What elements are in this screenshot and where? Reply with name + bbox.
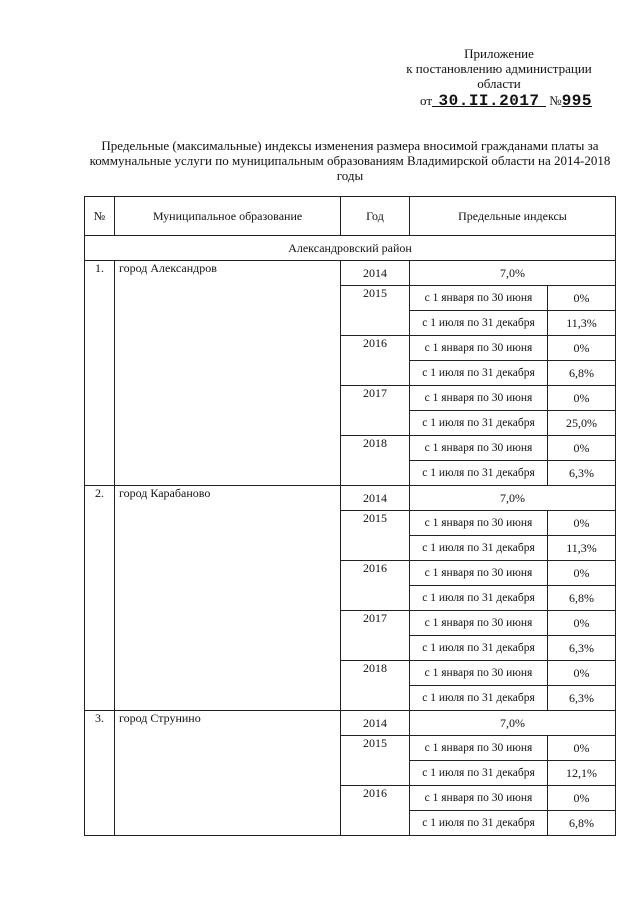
index-value: 6,3% <box>548 686 616 711</box>
document-title: Предельные (максимальные) индексы изменения размера вносимой гражданами платы за коммунальные услуги по муниципальным образованиям Владимирской области на 2014-2018 годы <box>89 138 611 183</box>
appendix-authority: области <box>477 76 521 91</box>
period-label: с 1 июля по 31 декабря <box>410 761 548 786</box>
year-cell: 2014 <box>341 261 410 286</box>
index-value: 0% <box>548 286 616 311</box>
year-cell: 2018 <box>341 436 410 486</box>
period-label: с 1 июля по 31 декабря <box>410 311 548 336</box>
appendix-title: Приложение <box>464 46 534 61</box>
table-row <box>85 486 616 511</box>
resolution-date: 30.II.2017 <box>438 92 540 110</box>
municipality-name: город Александров <box>115 261 341 486</box>
header-municipality: Муниципальное образование <box>115 197 341 236</box>
index-value: 7,0% <box>410 486 616 511</box>
period-label: с 1 июля по 31 декабря <box>410 811 548 836</box>
table-header-row <box>85 197 616 236</box>
index-value: 6,8% <box>548 811 616 836</box>
period-label: с 1 июля по 31 декабря <box>410 461 548 486</box>
municipality-name: город Струнино <box>115 711 341 836</box>
index-value: 0% <box>548 336 616 361</box>
year-cell: 2017 <box>341 386 410 436</box>
index-value: 6,3% <box>548 636 616 661</box>
resolution-date-row <box>420 92 592 110</box>
period-label: с 1 июля по 31 декабря <box>410 536 548 561</box>
year-cell: 2017 <box>341 611 410 661</box>
header-indices: Предельные индексы <box>410 197 616 236</box>
period-label: с 1 января по 30 июня <box>410 286 548 311</box>
year-cell: 2018 <box>341 661 410 711</box>
appendix-block <box>360 46 638 91</box>
row-number: 3. <box>85 711 115 836</box>
index-value: 0% <box>548 436 616 461</box>
table-row <box>85 261 616 286</box>
indices-table <box>84 196 616 836</box>
header-year: Год <box>341 197 410 236</box>
district-row <box>85 236 616 261</box>
index-value: 7,0% <box>410 711 616 736</box>
date-prefix: от <box>420 93 433 108</box>
period-label: с 1 января по 30 июня <box>410 786 548 811</box>
index-value: 0% <box>548 561 616 586</box>
year-cell: 2016 <box>341 336 410 386</box>
index-value: 0% <box>548 611 616 636</box>
index-value: 0% <box>548 661 616 686</box>
index-value: 11,3% <box>548 311 616 336</box>
year-cell: 2015 <box>341 736 410 786</box>
period-label: с 1 января по 30 июня <box>410 661 548 686</box>
year-cell: 2015 <box>341 286 410 336</box>
period-label: с 1 июля по 31 декабря <box>410 586 548 611</box>
district-name: Александровский район <box>85 236 616 261</box>
period-label: с 1 января по 30 июня <box>410 336 548 361</box>
index-value: 25,0% <box>548 411 616 436</box>
header-num: № <box>85 197 115 236</box>
row-number: 1. <box>85 261 115 486</box>
period-label: с 1 января по 30 июня <box>410 386 548 411</box>
index-value: 6,8% <box>548 586 616 611</box>
year-cell: 2015 <box>341 511 410 561</box>
year-cell: 2016 <box>341 786 410 836</box>
index-value: 7,0% <box>410 261 616 286</box>
row-number: 2. <box>85 486 115 711</box>
year-cell: 2014 <box>341 486 410 511</box>
table-row <box>85 711 616 736</box>
year-cell: 2016 <box>341 561 410 611</box>
index-value: 12,1% <box>548 761 616 786</box>
resolution-number: 995 <box>561 92 592 110</box>
index-value: 6,8% <box>548 361 616 386</box>
municipality-name: город Карабаново <box>115 486 341 711</box>
year-cell: 2014 <box>341 711 410 736</box>
period-label: с 1 января по 30 июня <box>410 736 548 761</box>
appendix-subtitle: к постановлению администрации <box>406 61 592 76</box>
period-label: с 1 января по 30 июня <box>410 611 548 636</box>
index-value: 11,3% <box>548 536 616 561</box>
index-value: 0% <box>548 786 616 811</box>
period-label: с 1 января по 30 июня <box>410 436 548 461</box>
number-prefix: № <box>549 93 562 108</box>
period-label: с 1 июля по 31 декабря <box>410 411 548 436</box>
period-label: с 1 июля по 31 декабря <box>410 361 548 386</box>
index-value: 6,3% <box>548 461 616 486</box>
period-label: с 1 июля по 31 декабря <box>410 686 548 711</box>
period-label: с 1 января по 30 июня <box>410 511 548 536</box>
index-value: 0% <box>548 386 616 411</box>
period-label: с 1 июля по 31 декабря <box>410 636 548 661</box>
period-label: с 1 января по 30 июня <box>410 561 548 586</box>
index-value: 0% <box>548 511 616 536</box>
index-value: 0% <box>548 736 616 761</box>
